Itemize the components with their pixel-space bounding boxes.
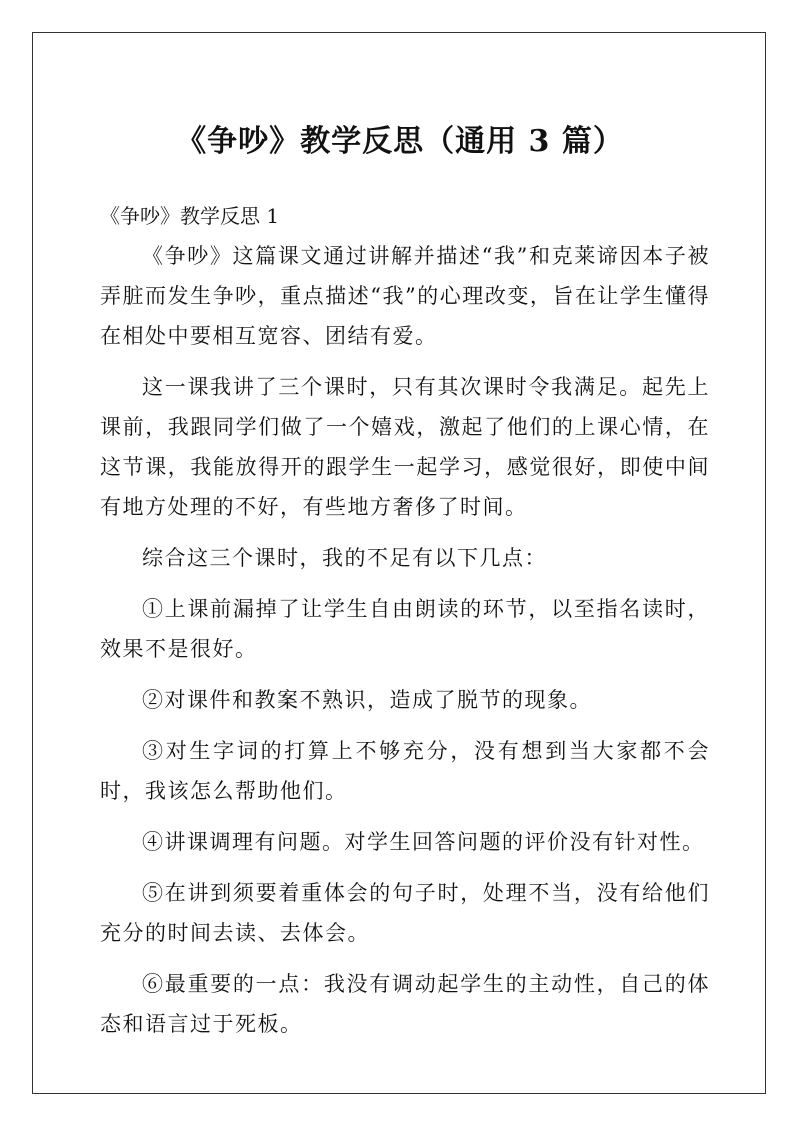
list-item: ②对课件和教案不熟识，造成了脱节的现象。 xyxy=(142,688,592,712)
body-paragraph: 《争吵》这篇课文通过讲解并描述“我”和克莱谛因本子被弄脏而发生争吵，重点描述“我”的心理改变，旨在让学生懂得在相处中要相互宽容、团结有爱。 xyxy=(100,244,710,348)
body-paragraph: 这一课我讲了三个课时，只有其次课时令我满足。起先上课前，我跟同学们做了一个嬉戏，激起了他们的上课心情，在这节课，我能放得开的跟学生一起学习，感觉很好，即使中间有地方处理的不好，有些地方奢侈了时间。 xyxy=(100,375,710,519)
list-item: ⑥最重要的一点：我没有调动起学生的主动性，自己的体态和语言过于死板。 xyxy=(100,972,710,1036)
body-paragraph: 综合这三个课时，我的不足有以下几点： xyxy=(142,546,547,570)
list-item: ④讲课调理有问题。对学生回答问题的评价没有针对性。 xyxy=(142,830,705,854)
list-item: ①上课前漏掉了让学生自由朗读的环节，以至指名读时，效果不是很好。 xyxy=(100,597,710,661)
section-heading: 《争吵》教学反思 1 xyxy=(100,204,280,228)
document-body xyxy=(100,236,710,1055)
list-item: ③对生字词的打算上不够充分，没有想到当大家都不会时，我该怎么帮助他们。 xyxy=(100,739,710,803)
document-title: 《争吵》教学反思（通用 3 篇） xyxy=(176,124,624,159)
list-item: ⑤在讲到须要着重体会的句子时，处理不当，没有给他们充分的时间去读、去体会。 xyxy=(100,881,710,945)
